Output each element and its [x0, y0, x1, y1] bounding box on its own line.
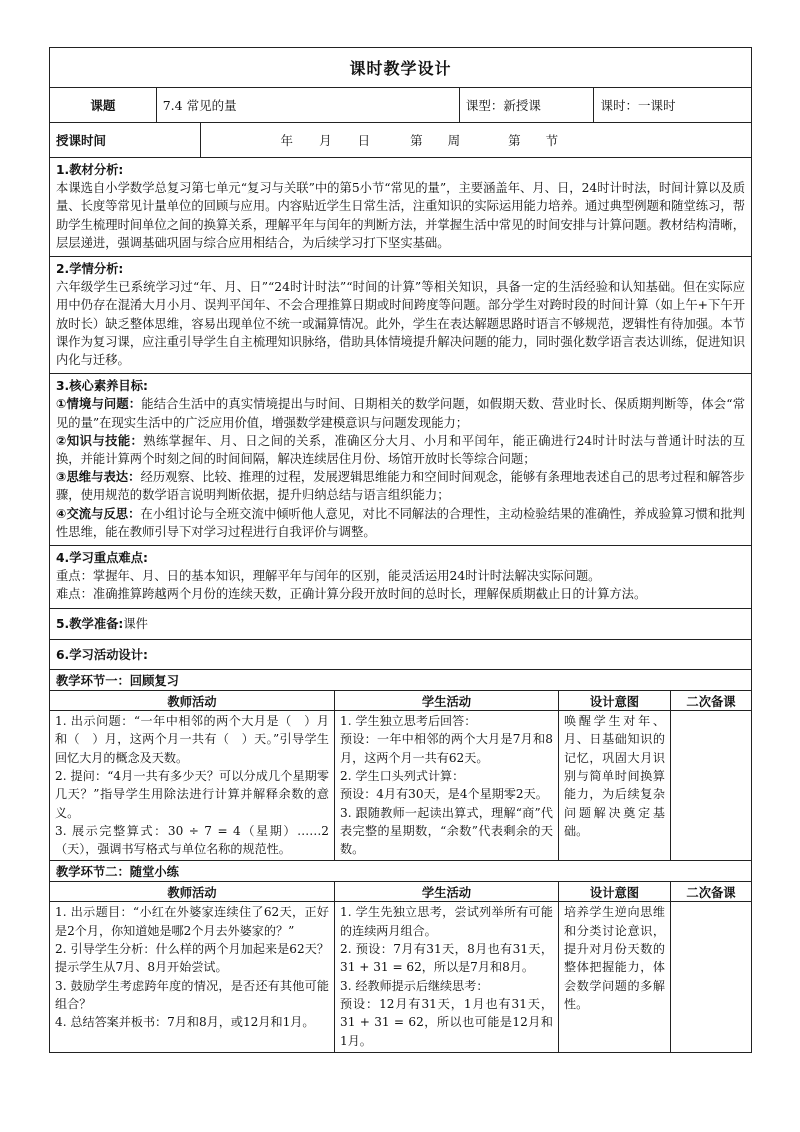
- time-day: 日: [357, 133, 371, 148]
- teacher-activity: 1. 出示题目：“小红在外婆家连续住了62天，正好是2个月，你知道她是哪2个月去外婆家的？” 2. 引导学生分析：什么样的两个月加起来是62天？提示学生从7月、8月开始尝试。 3. 鼓励学生考虑跨年度的情况，是否还有其他可能组合？ 4. 总结答案并板书：7月和8月，或12月和1月。: [55, 905, 329, 1030]
- table-row: [49, 711, 752, 861]
- section-text: 六年级学生已系统学习过“年、月、日”“24时计时法”“时间的计算”等相关知识，具备一定的生活经验和认知基础。但在实际应用中仍存在混淆大月小月、误判平闰年、不会合理推算日期或时间跨度等问题。部分学生对跨时段的时间计算（如上午+下午开放时长）缺乏整体思维，容易出现单位不统一或漏算情况。此外，学生在表达解题思路时语言不够规范，逻辑性有待加强。本节课作为复习课，应注重引导学生自主梳理知识脉络，借助具体情境提升解决问题的能力，同时强化数学语言表达训练，促进知识内化与迁移。: [56, 280, 745, 368]
- goal-item: ③思维与表达：经历观察、比较、推理的过程，发展逻辑思维能力和空间时间观念，能够有条理地表述自己的思考过程和解答步骤，使用规范的数学语言说明判断依据，提升归纳总结与语言组织能力；: [56, 470, 745, 503]
- section-core-literacy: [49, 374, 752, 546]
- header-intent: 设计意图: [558, 882, 670, 901]
- goal-item: ④交流与反思：在小组讨论与全班交流中倾听他人意见，对比不同解法的合理性，主动检验结果的准确性，养成验算习惯和批判性思维，能在教师引导下对学习过程进行自我评价与调整。: [56, 506, 745, 539]
- student-activity: 1. 学生先独立思考，尝试列举所有可能的连续两月组合。 2. 预设：7月有31天，8月也有31天，31 + 31 = 62，所以是7月和8月。 3. 经教师提示后继续思考： 预设：12月有31天，1月也有31天，31 + 31 = 62，所以也可能是12月和1月。: [334, 902, 558, 1051]
- table-row: [49, 902, 752, 1052]
- second-prep: [670, 902, 751, 1051]
- time-week: 第 周: [410, 133, 461, 148]
- section-title: 3.核心素养目标:: [56, 379, 148, 394]
- section-key-points: [49, 546, 752, 609]
- header-second: 二次备课: [670, 691, 751, 710]
- section-material-analysis: [49, 158, 752, 257]
- time-label: 授课时间: [56, 133, 107, 148]
- key-point: 重点：掌握年、月、日的基本知识，理解平年与闰年的区别，能灵活运用24时计时法解决实际问题。: [56, 569, 601, 584]
- table-header: [49, 691, 752, 711]
- section-title: 2.学情分析:: [56, 262, 124, 277]
- page-title: 课时教学设计: [49, 47, 752, 88]
- stage-1-title: 教学环节一：回顾复习: [49, 670, 752, 691]
- section-text: 课件: [123, 616, 148, 631]
- design-intent: 唤醒学生对年、月、日基础知识的记忆，巩固大月识别与简单时间换算能力，为后续复杂问题解决奠定基础。: [558, 711, 670, 860]
- section-title: 6.学习活动设计:: [56, 647, 148, 662]
- header-student: 学生活动: [334, 691, 558, 710]
- design-intent: 培养学生逆向思维和分类讨论意识，提升对月份天数的整体把握能力，体会数学问题的多解性。: [558, 902, 670, 1051]
- section-activity-design: [49, 640, 752, 670]
- topic-label: 课题: [90, 98, 116, 113]
- stage-2-title: 教学环节二：随堂小练: [49, 861, 752, 882]
- student-activity: 1. 学生独立思考后回答： 预设：一年中相邻的两个大月是7月和8月，这两个月一共有62天。 2. 学生口头列式计算： 预设：4月有30天，是4个星期零2天。 3. 跟随教师一起读出算式，理解“商”代表完整的星期数，“余数”代表剩余的天数。: [334, 711, 558, 860]
- topic-value: 7.4 常见的量: [156, 88, 459, 122]
- header-teacher: 教师活动: [167, 694, 217, 709]
- header-student: 学生活动: [334, 882, 558, 901]
- second-prep: [670, 711, 751, 860]
- topic-row: [49, 88, 752, 123]
- goal-item: ②知识与技能：熟练掌握年、月、日之间的关系，准确区分大月、小月和平闰年，能正确进行24时计时法与普通计时法的互换，并能计算两个时刻之间的时间间隔，解决连续居住月份、场馆开放时长等综合问题；: [56, 433, 745, 467]
- section-title: 1.教材分析:: [56, 163, 124, 177]
- time-row: [49, 123, 752, 158]
- time-year: 年: [280, 133, 294, 148]
- section-title: 4.学习重点难点:: [56, 551, 148, 566]
- section-preparation: [49, 609, 752, 640]
- header-teacher: 教师活动: [167, 885, 217, 900]
- header-second: 二次备课: [670, 882, 751, 901]
- teacher-activity: 1. 出示问题：“一年中相邻的两个大月是（ ）月和（ ）月，这两个月一共有（ ）天。”引导学生回忆大月的概念及天数。 2. 提问：“4月一共有多少天？可以分成几个星期零几天？”指导学生用除法进行计算并解释余数的意义。 3. 展示完整算式：30 ÷ 7 = 4（星期）……2（天），强调书写格式与单位名称的规范性。: [55, 714, 329, 857]
- section-title: 5.教学准备:: [56, 616, 124, 631]
- section-student-analysis: [49, 257, 752, 374]
- time-month: 月: [319, 133, 332, 148]
- section-text: 本课选自小学数学总复习第七单元“复习与关联”中的第5小节“常见的量”，主要涵盖年、月、日，24时计时法，时间计算以及质量、长度等常见计量单位的回顾与应用。内容贴近学生日常生活，注重知识的实际运用能力培养。通过典型例题和随堂练习，帮助学生梳理时间单位之间的换算关系，理解平年与闰年的判断方法，并掌握生活中常见的时间安排与计算问题。教材结构清晰，层层递进，强调基础巩固与综合应用相结合，为后续学习打下坚实基础。: [56, 181, 745, 250]
- goal-item: ①情境与问题：能结合生活中的真实情境提出与时间、日期相关的数学问题，如假期天数、营业时长、保质期判断等，体会“常见的量”在现实生活中的广泛应用价值，增强数学建模意识与问题发现能力；: [56, 397, 745, 430]
- lesson-plan-table: [49, 47, 752, 1053]
- table-header: [49, 882, 752, 902]
- lesson-type: 课型：新授课: [459, 88, 594, 122]
- time-value: [200, 123, 751, 157]
- time-period: 第 节: [508, 133, 559, 148]
- header-intent: 设计意图: [558, 691, 670, 710]
- lesson-hours: 课时：一课时: [593, 88, 751, 122]
- difficult-point: 难点：准确推算跨越两个月份的连续天数，正确计算分段开放时间的总时长，理解保质期截止日的计算方法。: [56, 587, 647, 602]
